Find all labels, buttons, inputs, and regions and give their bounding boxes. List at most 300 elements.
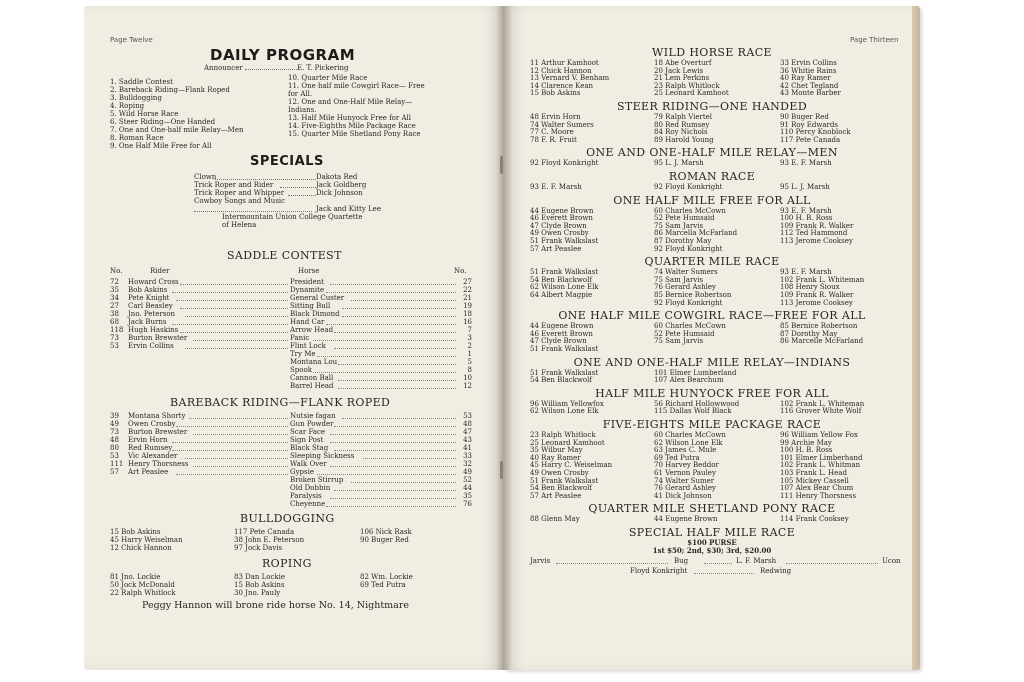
horse-number: 49: [463, 468, 472, 476]
entrant: 75 Sam Jarvis: [654, 337, 704, 346]
program-item: 15. Quarter Mile Shetland Pony Race: [288, 130, 421, 138]
entrant: 101 Elmer Lumberland: [654, 368, 737, 377]
specials-title: SPECIALS: [250, 154, 324, 169]
program-item: 2. Bareback Riding—Flank Roped: [110, 86, 230, 94]
entrant: 86 Marcelle McFarland: [780, 337, 864, 346]
daily-program-title: DAILY PROGRAM: [210, 46, 356, 64]
section-title: SPECIAL HALF MILE RACE: [628, 526, 796, 539]
program-item: 7. One and One-half mile Relay—Men: [110, 126, 244, 134]
entrant: 92 Floyd Konkright: [530, 159, 599, 168]
horse-name: Sitting Bull: [290, 302, 331, 310]
leader-dots: [351, 476, 456, 483]
program-item: 11. One half mile Cowgirl Race— Free: [288, 82, 425, 90]
entrant: 57 Art Peaslee: [530, 244, 582, 253]
entrant: 51 Frank Walkslast: [530, 268, 599, 277]
rider-name: Pete Knight: [128, 294, 170, 302]
program-booklet: [84, 6, 920, 670]
entrant: 102 Frank L. Whitman: [780, 461, 861, 470]
section-title: ONE AND ONE-HALF MILE RELAY—INDIANS: [573, 355, 851, 369]
leader-dots: [193, 428, 288, 435]
entrant: L. F. Marsh: [736, 557, 777, 565]
entrant: 107 Alex Bearchum: [654, 376, 724, 385]
entry-number: 72: [110, 278, 119, 286]
entry-number: 38: [110, 310, 119, 318]
entrant: 92 Floyd Konkright: [654, 298, 723, 307]
rider-name: Burton Brewster: [128, 334, 188, 342]
entrant: 51 Frank Walkslast: [530, 345, 599, 353]
col-head-horse: Horse: [298, 267, 320, 275]
horse-number: 10: [463, 374, 472, 382]
entry-number: 27: [110, 302, 119, 310]
entrant: 75 Sam Jarvis: [654, 221, 704, 230]
entrant: 93 E. F. Marsh: [780, 206, 832, 215]
rider-name: Howard Cross: [128, 278, 179, 286]
entrant: 90 Buger Red: [780, 113, 829, 121]
entrant: 12 Chick Hannon: [110, 544, 172, 552]
entrant: 44 Eugene Brown: [530, 322, 594, 331]
special-act: Clown: [194, 173, 217, 181]
entrant: 25 Leonard Kamhoot: [654, 89, 729, 98]
entry-number: 111: [110, 460, 124, 468]
entrant: 47 Clyde Brown: [530, 221, 587, 230]
special-act: Trick Roper and Whipper: [194, 189, 285, 197]
leader-dots: [334, 484, 456, 491]
horse-name: Paralysis: [290, 492, 322, 500]
special-performer: Jack and Kitty Lee: [316, 205, 381, 213]
leader-dots: [330, 436, 456, 443]
entrant: 84 Roy Nichols: [654, 128, 708, 137]
entrant: 103 Frank L. Head: [780, 469, 847, 477]
entrant: 33 Ervin Collins: [780, 59, 837, 67]
leader-dots: [338, 374, 456, 381]
rider-name: Burton Brewster: [128, 428, 188, 436]
saddle-contest-title: SADDLE CONTEST: [227, 249, 342, 262]
horse-number: 35: [463, 492, 472, 500]
entrant: 74 Walter Sumers: [654, 268, 718, 277]
entrant: 23 Ralph Whitlock: [654, 81, 720, 90]
entrant: 49 Owen Crosby: [530, 469, 589, 477]
entry-number: 53: [110, 452, 119, 460]
horse-number: 32: [463, 460, 472, 468]
special-performer: Jack Goldberg: [316, 181, 367, 189]
horse-name: Old Dobbin: [290, 484, 331, 492]
horse-number: 5: [467, 358, 472, 366]
horse-name: General Custer: [290, 294, 345, 302]
entrant: 62 Wilson Lone Elk: [654, 438, 723, 447]
horse-name: Panic: [290, 334, 310, 342]
rider-name: Hugh Haskins: [128, 326, 179, 334]
page-edge: [912, 6, 920, 670]
entrant: 64 Albert Magpie: [530, 291, 593, 299]
horse-name: Gun Powder: [290, 420, 334, 428]
rider-name: Jack Burns: [128, 318, 167, 326]
entrant: 43 Monte Barber: [780, 89, 841, 98]
entrant: 112 Ted Hammond: [780, 229, 848, 238]
leader-dots: [334, 326, 456, 333]
entrant: 60 Charles McCown: [654, 431, 726, 439]
program-item: 12. One and One-Half Mile Relay—: [288, 98, 413, 106]
entrant: 87 Dorothy May: [780, 329, 838, 338]
entrant: 110 Percy Knoblock: [780, 128, 851, 137]
entrant: 85 Bernice Robertson: [780, 322, 858, 331]
right-page: [504, 6, 920, 670]
entry-number: 80: [110, 444, 119, 452]
special-act: Cowboy Songs and Music: [194, 197, 286, 205]
entrant: Redwing: [760, 567, 792, 575]
leader-dots: [180, 278, 288, 285]
leader-dots: [330, 460, 456, 467]
leader-dots: [172, 444, 288, 451]
entrant: 100 H. B. Ross: [780, 446, 833, 455]
entrant: 99 Archie May: [780, 438, 832, 447]
horse-name: Walk Over: [290, 460, 327, 468]
horse-number: 1: [467, 350, 472, 358]
entrant: 15 Bob Askins: [530, 89, 581, 98]
entrant: 62 Wilson Lone Elk: [530, 407, 599, 416]
rider-name: Red Rumsey: [128, 444, 173, 452]
entrant: 93 E. F. Marsh: [780, 268, 832, 277]
entry-number: 39: [110, 412, 119, 420]
rider-name: Henry Thorsness: [128, 460, 189, 468]
entrant: 54 Ben Blackwolf: [530, 376, 592, 385]
section-title: QUARTER MILE SHETLAND PONY RACE: [588, 502, 836, 516]
leader-dots: [215, 173, 317, 180]
leader-dots: [194, 205, 312, 212]
page-number: Page Twelve: [110, 36, 153, 44]
entrant: 40 Ray Ramer: [780, 74, 831, 83]
entrant: 70 Harvey Beddor: [654, 461, 719, 470]
announcer-line: [204, 64, 348, 72]
entry-number: 34: [110, 294, 119, 302]
leader-dots: [330, 428, 456, 435]
entrant: 11 Arthur Kamhoot: [530, 59, 599, 67]
entrant: 25 Leonard Kamhoot: [530, 438, 605, 447]
entrant: 54 Ben Blackwolf: [530, 484, 592, 493]
section-title: QUARTER MILE RACE: [644, 255, 780, 269]
entrant: Jarvis: [530, 557, 551, 565]
entry-number: 57: [110, 468, 119, 476]
entrant: 51 Frank Walkslast: [530, 368, 599, 377]
entrant: 86 Marcella McFarland: [654, 229, 738, 238]
section-title: ROMAN RACE: [668, 170, 756, 183]
entrant: 45 Harry Weiselman: [110, 536, 183, 544]
entry-number: 35: [110, 286, 119, 294]
entrant: 108 Henry Sioux: [780, 283, 840, 292]
special-act: Intermountain Union College Quartette: [222, 213, 363, 221]
entrant: 109 Frank R. Walker: [780, 221, 854, 230]
col-head-no2: No.: [454, 267, 467, 275]
entrant: 52 Pete Humsaid: [654, 329, 715, 338]
entrant: 82 Wm. Lockie: [360, 573, 413, 581]
entrant: 15 Bob Askins: [110, 528, 161, 536]
leader-dots: [342, 302, 456, 309]
entrant: 52 Pete Humsaid: [654, 214, 715, 223]
horse-number: 33: [463, 452, 472, 460]
leader-dots: [176, 420, 288, 427]
bareback-title: BAREBACK RIDING—FLANK ROPED: [170, 396, 391, 409]
horse-name: Cannon Ball: [290, 374, 334, 382]
leader-dots: [189, 412, 288, 419]
program-item: 4. Roping: [110, 102, 145, 110]
horse-number: 76: [463, 500, 472, 508]
entrant: 35 Wilbur May: [530, 446, 583, 455]
entrant: 14 Clarence Kean: [530, 81, 594, 90]
leader-dots: [342, 310, 456, 317]
horse-name: Broken Stirrup: [290, 476, 344, 484]
entrant: 105 Mickey Cassell: [780, 476, 849, 485]
special-performer: Dakota Red: [316, 173, 358, 181]
horse-name: Cheyenne: [290, 500, 326, 508]
entrant: 44 Eugene Brown: [654, 515, 718, 524]
horse-number: 44: [463, 484, 472, 492]
leader-dots: [193, 460, 288, 467]
horse-number: 12: [463, 382, 472, 390]
horse-name: Gypsie: [290, 468, 315, 476]
leader-dots: [176, 468, 288, 475]
staple-top: [500, 156, 503, 174]
horse-number: 43: [463, 436, 472, 444]
entrant: 13 Vernard V. Benham: [530, 74, 610, 83]
horse-number: 18: [463, 310, 472, 318]
rider-name: Jno. Peterson: [128, 310, 176, 318]
purse: $100 PURSE: [687, 538, 737, 547]
program-item: 3. Bulldogging: [110, 94, 162, 102]
entrant: 102 Frank L. Whiteman: [780, 275, 865, 284]
entrant: 22 Ralph Whitlock: [110, 589, 176, 597]
entrant: 96 William Yellow Fox: [780, 431, 858, 439]
program-item: 9. One Half Mile Free for All: [110, 142, 212, 150]
entrant: 69 Ted Putra: [360, 581, 406, 589]
rider-name: Ervin Horn: [128, 436, 168, 444]
program-item: 5. Wild Horse Race: [110, 110, 179, 118]
leader-dots: [338, 382, 456, 389]
entry-number: 49: [110, 420, 119, 428]
col-head-no: No.: [110, 267, 123, 275]
entrant: 62 Wilson Lone Elk: [530, 283, 599, 292]
entrant: 44 Eugene Brown: [530, 206, 594, 215]
leader-dots: [786, 557, 878, 564]
entrant: 47 Clyde Brown: [530, 337, 587, 346]
entrant: 18 Abe Overturf: [654, 59, 712, 67]
entrant: 21 Lem Perkins: [654, 74, 710, 83]
leader-dots: [330, 278, 456, 285]
announcer-label: Announcer: [204, 64, 243, 72]
leader-dots: [317, 350, 456, 357]
entrant: 63 James C. Mule: [654, 446, 717, 455]
entrant: 83 Dan Lockie: [234, 573, 286, 581]
entrant: 78 F. R. Fruit: [530, 135, 577, 144]
special-act: Trick Roper and Rider: [194, 181, 274, 189]
entry-number: 48: [110, 436, 119, 444]
section-title: ONE HALF MILE COWGIRL RACE—FREE FOR ALL: [558, 309, 866, 323]
rider-name: Montana Shorty: [128, 412, 186, 420]
entrant: 54 Ben Blackwolf: [530, 275, 592, 284]
leader-dots: [185, 310, 288, 317]
entrant: 40 Ray Ramer: [530, 453, 581, 462]
program-item: for All.: [288, 90, 313, 98]
entrant: 45 Harry C. Weiselman: [530, 461, 613, 470]
prizes: 1st $50; 2nd, $30; 3rd, $20.00: [652, 546, 772, 555]
horse-number: 3: [467, 334, 472, 342]
leader-dots: [330, 492, 456, 499]
section-title: STEER RIDING—ONE HANDED: [616, 100, 808, 113]
spine-shadow: [496, 6, 512, 670]
entrant: 100 H. B. Ross: [780, 214, 833, 223]
entrant: 76 Gerard Ashley: [654, 484, 716, 493]
col-head-rider: Rider: [150, 267, 170, 275]
rider-name: Owen Crosby: [128, 420, 176, 428]
horse-number: 8: [467, 366, 472, 374]
entry-number: 73: [110, 428, 119, 436]
leader-dots: [176, 294, 288, 301]
leader-dots: [245, 69, 297, 70]
page-number: Page Thirteen: [850, 36, 899, 44]
staple-bottom: [500, 461, 503, 479]
entrant: 81 Jno. Lockie: [110, 573, 161, 581]
entrant: 113 Jerome Cooksey: [780, 298, 853, 307]
entrant: 61 Vernon Pauley: [654, 469, 716, 477]
entrant: 50 Jock McDonald: [110, 581, 175, 589]
leader-dots: [338, 358, 456, 365]
entrant: Ucon: [882, 557, 901, 565]
leader-dots: [342, 412, 456, 419]
entrant: 114 Frank Cooksey: [780, 515, 849, 524]
horse-name: Flint Lock: [290, 342, 326, 350]
entrant: 117 Pete Canada: [234, 528, 295, 536]
leader-dots: [172, 318, 288, 325]
entrant: 69 Ted Putra: [654, 453, 700, 462]
entrant: 116 Grover White Wolf: [780, 407, 862, 416]
entrant: 56 Richard Hollowwood: [654, 399, 740, 408]
entrant: 79 Ralph Viertel: [654, 113, 713, 121]
entrant: 30 Jno. Pauly: [234, 589, 281, 597]
horse-number: 27: [463, 278, 472, 286]
leader-dots: [326, 500, 456, 507]
leader-dots: [185, 342, 288, 349]
program-item: 13. Half Mile Hunyock Free for All: [288, 114, 412, 122]
horse-number: 47: [463, 428, 472, 436]
left-page: [84, 6, 504, 670]
entrant: 76 Gerard Ashley: [654, 283, 716, 292]
horse-name: Scar Face: [290, 428, 326, 436]
horse-number: 41: [463, 444, 472, 452]
entrant: 48 Ervin Horn: [530, 113, 581, 121]
leader-dots: [185, 452, 288, 459]
entrant: 89 Harold Young: [654, 135, 714, 144]
horse-name: Montana Lou: [290, 358, 338, 366]
entrant: Bug: [674, 557, 689, 565]
entrant: 92 Floyd Konkright: [654, 183, 723, 191]
entrant: 80 Red Rumsey: [654, 120, 710, 129]
entrant: 38 John E. Peterson: [234, 536, 305, 544]
horse-name: Black Dimond: [290, 310, 340, 318]
entrant: 74 Walter Sumers: [530, 120, 594, 129]
leader-dots: [288, 189, 316, 196]
section-title: WILD HORSE RACE: [652, 46, 772, 59]
entrant: 49 Owen Crosby: [530, 229, 589, 238]
section-title: FIVE-EIGHTS MILE PACKAGE RACE: [602, 418, 822, 431]
horse-name: Black Stag: [290, 444, 329, 452]
entry-number: 73: [110, 334, 119, 342]
section-title: ONE AND ONE-HALF MILE RELAY—MEN: [586, 146, 838, 160]
entrant: 75 Sam Jarvis: [654, 275, 704, 284]
entrant: 106 Nick Rask: [360, 528, 412, 536]
entrant: 77 C. Moore: [530, 128, 574, 137]
program-item: 6. Steer Riding—One Handed: [110, 118, 216, 126]
entrant: Floyd Konkright: [630, 567, 688, 575]
entry-number: 118: [110, 326, 124, 334]
leader-dots: [334, 342, 456, 349]
entrant: 12 Chick Hannon: [530, 66, 592, 75]
roping-title: ROPING: [262, 557, 312, 570]
program-item: 14. Five-Eighths Mile Package Race: [288, 122, 416, 130]
horse-name: Sleeping Sickness: [290, 452, 355, 460]
entrant: 93 E. F. Marsh: [780, 159, 832, 168]
leader-dots: [556, 557, 668, 564]
horse-name: Spook: [290, 366, 312, 374]
horse-number: 22: [463, 286, 472, 294]
entrant: 113 Jerome Cooksey: [780, 237, 853, 245]
program-item: 10. Quarter Mile Race: [288, 74, 368, 82]
section-title: ONE HALF MILE FREE FOR ALL: [613, 193, 811, 207]
horse-name: Dynamite: [290, 286, 325, 294]
entry-number: 68: [110, 318, 119, 326]
horse-number: 53: [463, 412, 472, 420]
entrant: 95 L. J. Marsh: [654, 159, 704, 168]
entrant: 51 Frank Walkslast: [530, 237, 599, 245]
entrant: 91 Roy Edwards: [780, 120, 838, 129]
bulldogging-title: BULLDOGGING: [240, 512, 335, 525]
entrant: 51 Frank Walkslast: [530, 476, 599, 485]
horse-number: 16: [463, 318, 472, 326]
entrant: 15 Bob Askins: [234, 581, 285, 589]
entrant: 74 Walter Sumer: [654, 476, 715, 485]
entrant: 60 Charles McCown: [654, 206, 726, 215]
leader-dots: [172, 436, 288, 443]
entrant: 46 Everett Brown: [530, 214, 593, 223]
horse-name: Arrow Head: [290, 326, 334, 334]
leader-dots: [172, 286, 288, 293]
horse-number: 21: [463, 294, 472, 302]
entrant: 42 Chet Tegland: [780, 81, 839, 90]
entrant: 20 Jack Lewis: [654, 66, 704, 75]
horse-name: Hand Car: [290, 318, 325, 326]
entrant: 115 Dallas Wolf Black: [654, 407, 732, 416]
horse-name: Barrel Head: [290, 382, 334, 390]
rider-name: Vic Alexander: [128, 452, 178, 460]
leader-dots: [313, 366, 456, 373]
entrant: 102 Frank L. Whiteman: [780, 399, 865, 408]
entrant: 88 Glenn May: [530, 515, 580, 524]
section-title: HALF MILE HUNYOCK FREE FOR ALL: [595, 386, 829, 400]
entrant: 92 Floyd Konkright: [654, 244, 723, 253]
leader-dots: [694, 567, 754, 574]
entrant: 117 Pete Canada: [780, 135, 841, 144]
entrant: 41 Dick Johnson: [654, 491, 712, 500]
horse-number: 7: [467, 326, 472, 334]
entrant: 109 Frank R. Walker: [780, 291, 854, 299]
entrant: 107 Alex Bear Chum: [780, 484, 854, 493]
horse-number: 19: [463, 302, 472, 310]
entrant: 101 Elmer Limberhand: [780, 453, 863, 462]
entrant: 87 Dorothy May: [654, 237, 712, 245]
leader-dots: [180, 326, 288, 333]
entrant: 97 Jock Davis: [234, 544, 283, 552]
announcer-name: E. T. Pickering: [296, 64, 349, 72]
horse-name: Try Me: [290, 350, 316, 358]
leader-dots: [351, 294, 456, 301]
entry-number: 53: [110, 342, 119, 350]
